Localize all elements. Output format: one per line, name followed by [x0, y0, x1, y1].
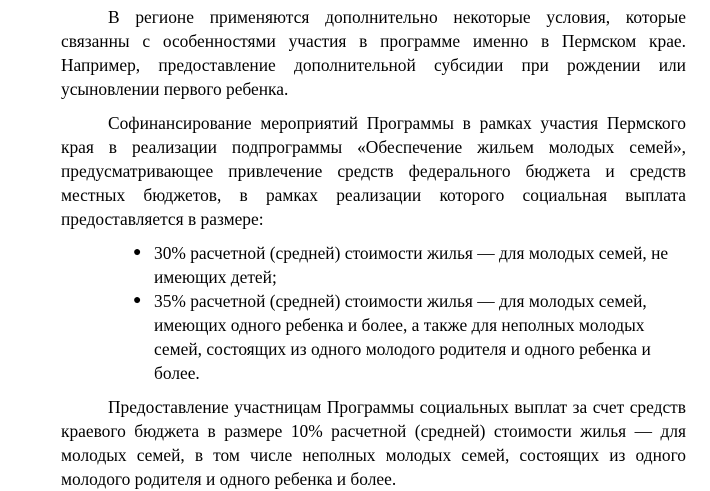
paragraph-cofinancing: Софинансирование мероприятий Программы в рамках участия Пермского края в реализации подпрограммы «Обеспечение жильем молодых семей», предусматривающее привлечение средств федерального бюджета и средств местных бюджетов, в рамках реализации которого социальная выплата предоставляется в размере:	[61, 113, 686, 229]
payment-size-list	[133, 241, 686, 385]
document-page	[61, 5, 686, 491]
list-item	[133, 289, 686, 385]
paragraph-regional-budget: Предоставление участницам Программы социальных выплат за счет средств краевого бюджета в размере 10% расчетной (средней) стоимости жилья — для молодых семей, в том числе неполных молодых семей, состоящих из одного молодого родителя и одного ребенка и более.	[61, 397, 686, 489]
list-item-text: 35% расчетной (средней) стоимости жилья — для молодых семей, имеющих одного ребенка и более, а также для неполных молодых семей, состоящих из одного молодого родителя и одного ребенка и более.	[154, 291, 651, 383]
paragraph-regional-conditions: В регионе применяются дополнительно некоторые условия, которые связанны с особенностями участия в программе именно в Пермском крае. Например, предоставление дополнительной субсидии при рождении или усыновлении первого ребенка.	[61, 7, 686, 99]
bullet-icon: ●	[133, 293, 142, 308]
list-item	[133, 241, 686, 289]
list-item-text: 30% расчетной (средней) стоимости жилья — для молодых семей, не имеющих детей;	[154, 243, 669, 287]
bullet-icon: ●	[133, 245, 142, 260]
